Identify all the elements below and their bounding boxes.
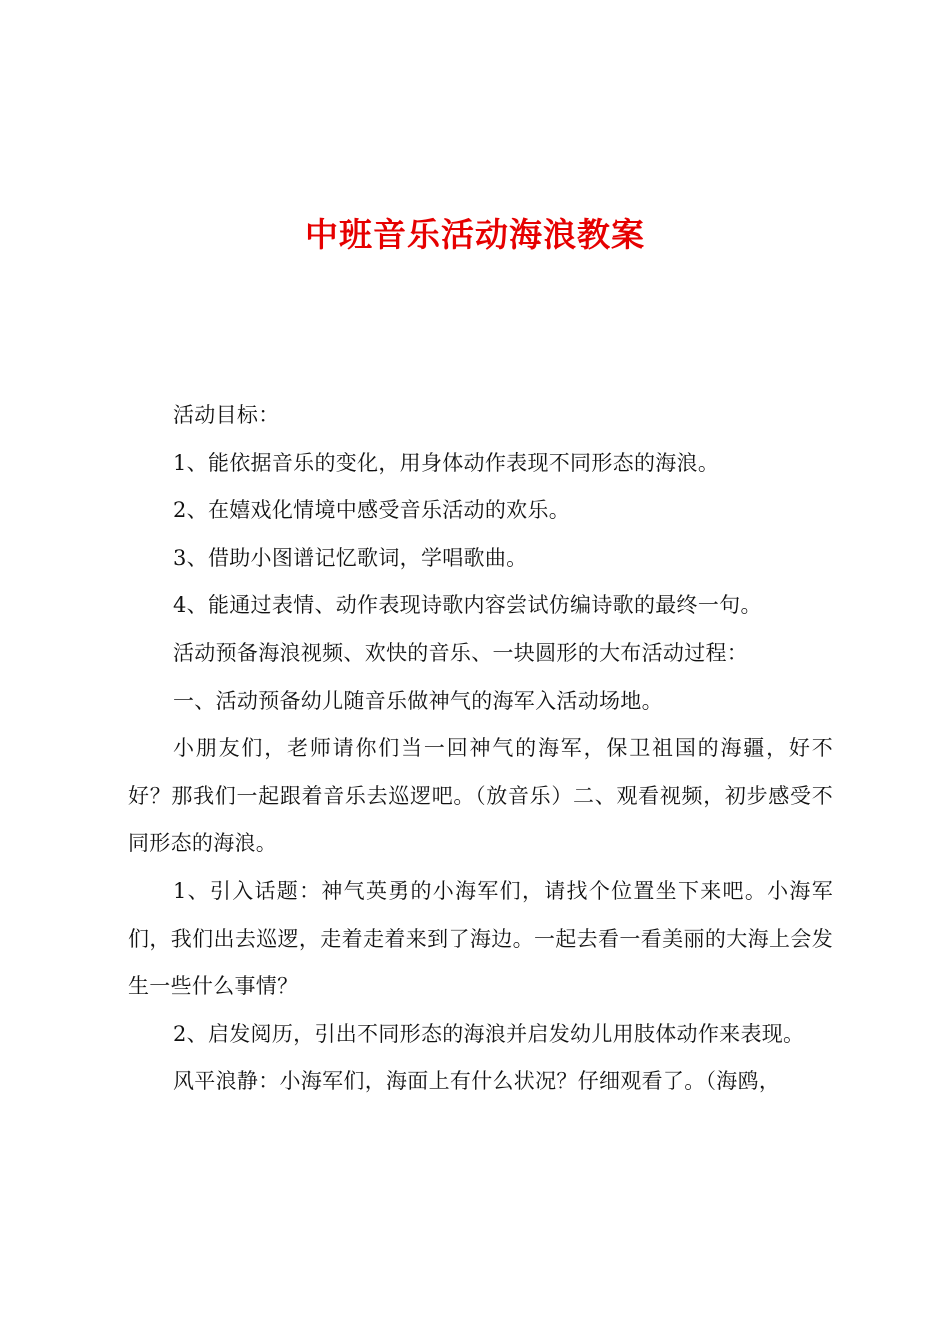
paragraph-calm-sea: 风平浪静：小海军们，海面上有什么状况？仔细观看了。（海鸥， — [173, 1069, 781, 1094]
paragraph-goals-heading: 活动目标： — [173, 403, 280, 427]
paragraph-goal-1: 1、能依据音乐的变化，用身体动作表现不同形态的海浪。 — [173, 450, 720, 475]
paragraph-goal-2: 2、在嬉戏化情境中感受音乐活动的欢乐。 — [173, 498, 571, 523]
paragraph-step-1: 一、活动预备幼儿随音乐做神气的海军入活动场地。 — [173, 688, 663, 713]
paragraph-goal-3: 3、借助小图谱记忆歌词，学唱歌曲。 — [173, 545, 528, 570]
paragraph-preparation: 活动预备海浪视频、欢快的音乐、一块圆形的大布活动过程： — [173, 640, 749, 665]
document-title: 中班音乐活动海浪教案 — [305, 215, 645, 254]
document-body — [128, 392, 833, 1106]
paragraph-experience: 2、启发阅历，引出不同形态的海浪并启发幼儿用肢体动作来表现。 — [173, 1021, 805, 1046]
paragraph-intro-speech: 小朋友们，老师请你们当一回神气的海军，保卫祖国的海疆，好不好？那我们一起跟着音乐去巡逻吧。（放音乐）二、观看视频，初步感受不同形态的海浪。 — [128, 736, 833, 856]
paragraph-goal-4: 4、能通过表情、动作表现诗歌内容尝试仿编诗歌的最终一句。 — [173, 593, 762, 618]
paragraph-topic: 1、引入话题：神气英勇的小海军们，请找个位置坐下来吧。小海军们，我们出去巡逻，走着走着来到了海边。一起去看一看美丽的大海上会发生一些什么事情？ — [128, 878, 833, 999]
